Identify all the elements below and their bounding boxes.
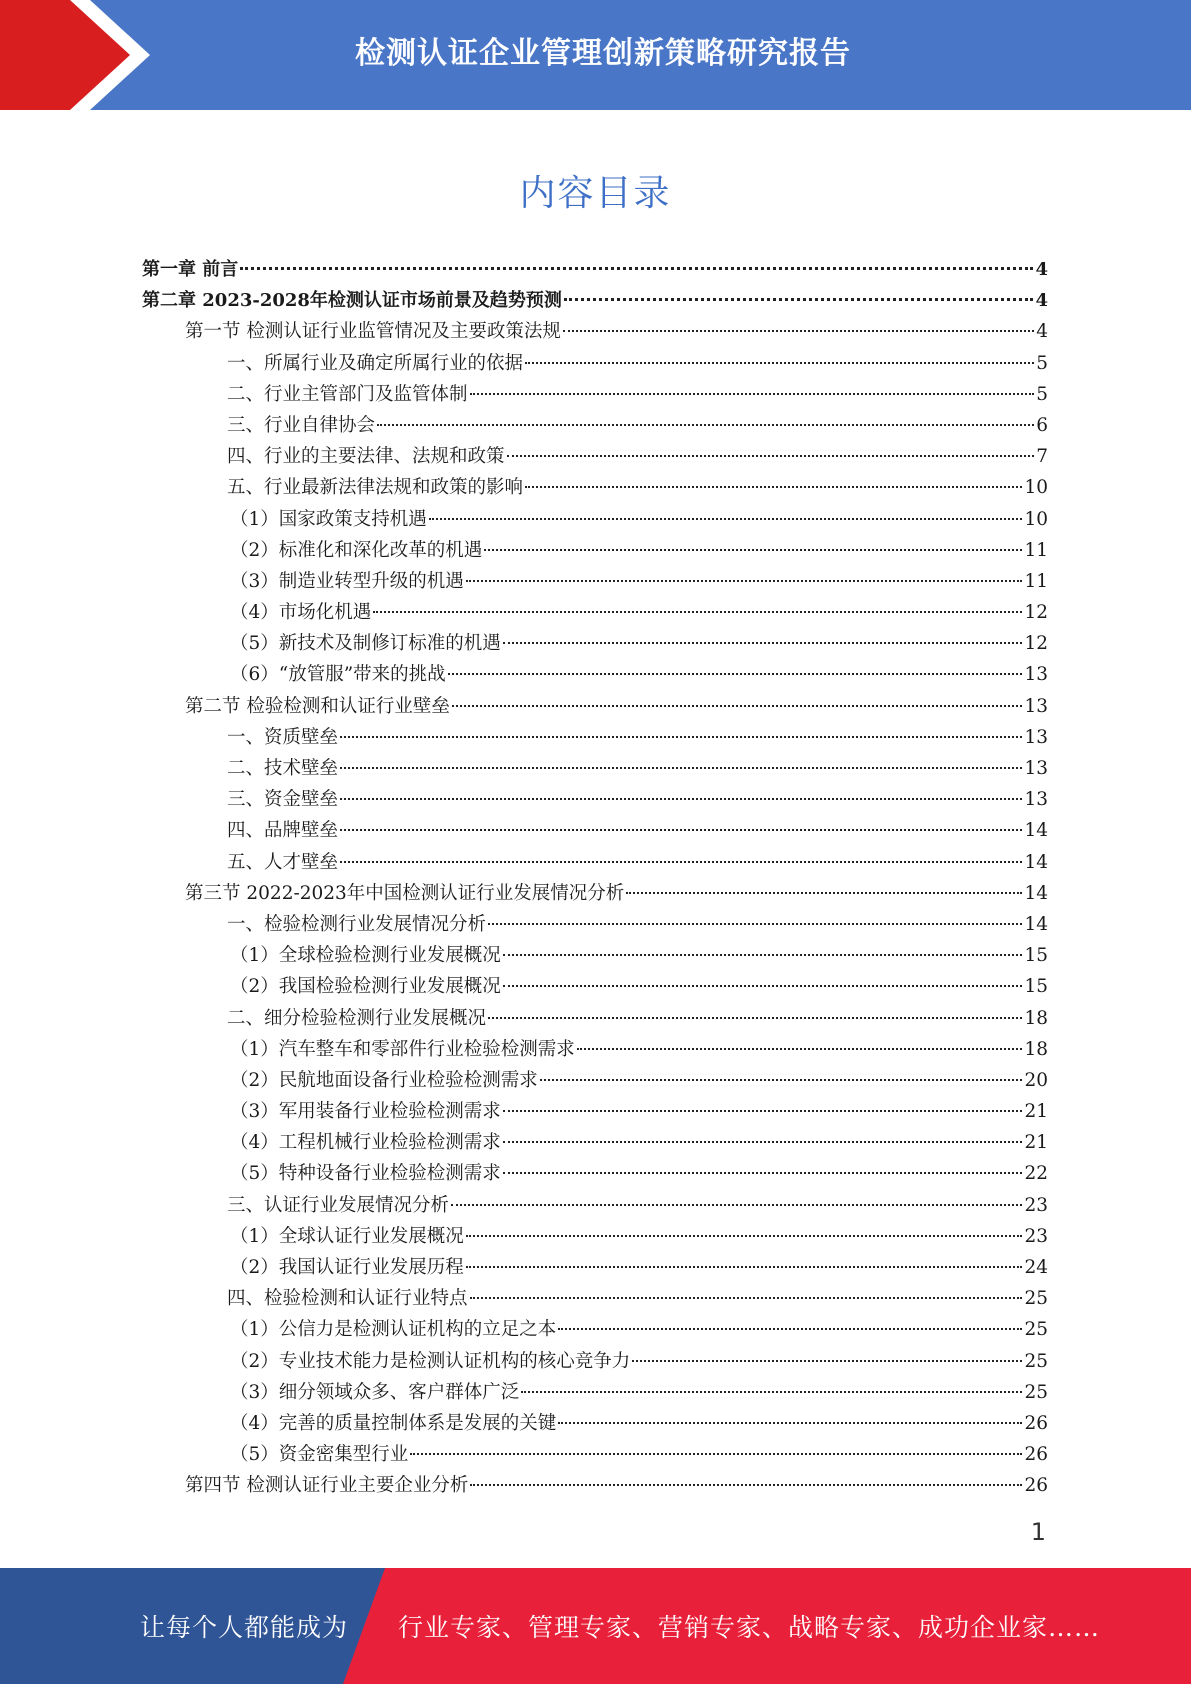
toc-entry-title: （2）民航地面设备行业检验检测需求: [230, 1069, 538, 1091]
toc-entry-title: （3）细分领域众多、客户群体广泛: [230, 1381, 520, 1403]
toc-entry-page: 15: [1024, 976, 1048, 998]
toc-dot-leader: [340, 767, 1022, 769]
toc-entry[interactable]: [142, 1127, 1048, 1158]
toc-entry[interactable]: [142, 410, 1048, 441]
toc-entry[interactable]: [142, 1346, 1048, 1377]
toc-entry-title: 二、细分检验检测行业发展概况: [227, 1007, 487, 1029]
toc-entry[interactable]: [142, 1034, 1048, 1065]
toc-entry-page: 14: [1024, 882, 1048, 904]
toc-entry[interactable]: [142, 659, 1048, 690]
toc-entry[interactable]: [142, 597, 1048, 628]
toc-dot-leader: [503, 954, 1023, 956]
toc-entry-page: 26: [1024, 1412, 1048, 1434]
toc-entry[interactable]: [142, 847, 1048, 878]
toc-entry[interactable]: [142, 878, 1048, 909]
toc-entry[interactable]: [142, 1439, 1048, 1470]
toc-entry-title: 二、行业主管部门及监管体制: [227, 383, 468, 405]
toc-entry-page: 26: [1024, 1475, 1048, 1497]
toc-entry[interactable]: [142, 784, 1048, 815]
toc-dot-leader: [525, 486, 1022, 488]
toc-entry-title: （3）军用装备行业检验检测需求: [230, 1101, 501, 1123]
toc-entry[interactable]: [142, 1003, 1048, 1034]
footer-banner: [0, 1568, 1191, 1684]
toc-dot-leader: [452, 705, 1023, 707]
toc-entry-page: 13: [1024, 664, 1048, 686]
toc-entry-title: （6）“放管服”带来的挑战: [230, 664, 446, 686]
toc-entry-title: （5）新技术及制修订标准的机遇: [230, 633, 501, 655]
toc-entry-title: （1）全球认证行业发展概况: [230, 1225, 464, 1247]
toc-entry[interactable]: [142, 1096, 1048, 1127]
toc-entry-title: （2）标准化和深化改革的机遇: [230, 539, 483, 561]
toc-dot-leader: [240, 267, 1033, 270]
toc-entry-page: 21: [1024, 1101, 1048, 1123]
toc-entry-page: 4: [1035, 290, 1048, 312]
toc-entry[interactable]: [142, 1158, 1048, 1189]
toc-entry-title: （5）特种设备行业检验检测需求: [230, 1163, 501, 1185]
toc-dot-leader: [340, 861, 1022, 863]
toc-entry[interactable]: [142, 722, 1048, 753]
toc-entry-title: 第三节 2022-2023年中国检测认证行业发展情况分析: [185, 882, 625, 904]
toc-entry-title: 二、技术壁垒: [227, 758, 339, 779]
toc-dot-leader: [503, 1172, 1023, 1174]
toc-entry-page: 15: [1024, 945, 1048, 967]
toc-entry-title: 一、资质壁垒: [227, 726, 339, 748]
toc-entry[interactable]: [142, 535, 1048, 566]
toc-dot-leader: [429, 518, 1023, 520]
toc-entry-title: （4）完善的质量控制体系是发展的关键: [230, 1412, 557, 1434]
toc-dot-leader: [525, 362, 1034, 364]
toc-entry[interactable]: [142, 753, 1048, 784]
toc-entry[interactable]: [142, 971, 1048, 1002]
toc-entry-page: 20: [1024, 1069, 1048, 1091]
toc-entry[interactable]: [142, 1377, 1048, 1408]
report-title: 检测认证企业管理创新策略研究报告: [355, 36, 851, 71]
toc-dot-leader: [466, 1266, 1023, 1268]
toc-entry-title: （2）专业技术能力是检测认证机构的核心竞争力: [230, 1350, 631, 1372]
toc-entry-page: 12: [1024, 633, 1048, 655]
toc-entry[interactable]: [142, 441, 1048, 472]
toc-entry[interactable]: [142, 1190, 1048, 1221]
header-banner: [0, 0, 1191, 110]
toc-entry-title: （1）汽车整车和零部件行业检验检测需求: [230, 1038, 575, 1060]
toc-entry[interactable]: [142, 1314, 1048, 1345]
toc-entry-title: 一、检验检测行业发展情况分析: [227, 913, 487, 935]
toc-entry[interactable]: [142, 1470, 1048, 1501]
toc-entry[interactable]: [142, 940, 1048, 971]
toc-entry-title: （4）市场化机遇: [230, 602, 372, 624]
toc-entry-title: 第一章 前言: [142, 259, 239, 280]
toc-dot-leader: [558, 1328, 1022, 1330]
toc-dot-leader: [340, 829, 1022, 831]
toc-entry-page: 26: [1024, 1444, 1048, 1466]
toc-dot-leader: [340, 798, 1022, 800]
toc-entry-title: 四、品牌壁垒: [227, 820, 339, 842]
toc-entry[interactable]: [142, 504, 1048, 535]
toc-entry-page: 23: [1024, 1194, 1048, 1216]
toc-entry[interactable]: [142, 1252, 1048, 1283]
toc-entry-page: 4: [1036, 321, 1048, 343]
toc-dot-leader: [577, 1048, 1023, 1050]
toc-entry-title: 第一节 检测认证行业监管情况及主要政策法规: [185, 321, 561, 343]
toc-entry-page: 18: [1024, 1038, 1048, 1060]
toc-dot-leader: [563, 330, 1034, 332]
toc-entry[interactable]: [142, 1221, 1048, 1252]
toc-entry[interactable]: [142, 1283, 1048, 1314]
toc-entry-page: 25: [1024, 1381, 1048, 1403]
toc-entry-title: 五、行业最新法律法规和政策的影响: [227, 477, 524, 499]
toc-entry-page: 7: [1036, 446, 1048, 468]
toc-entry-title: （1）国家政策支持机遇: [230, 508, 427, 530]
toc-entry-title: （1）全球检验检测行业发展概况: [230, 945, 501, 967]
table-of-contents: [142, 254, 1048, 1502]
page-number: 1: [1030, 1518, 1046, 1546]
toc-entry-title: 四、检验检测和认证行业特点: [227, 1288, 468, 1310]
toc-entry[interactable]: [142, 348, 1048, 379]
toc-dot-leader: [632, 1360, 1022, 1362]
toc-entry-title: （4）工程机械行业检验检测需求: [230, 1132, 501, 1154]
toc-dot-leader: [503, 985, 1023, 987]
toc-dot-leader: [448, 673, 1023, 675]
toc-dot-leader: [484, 549, 1022, 551]
toc-dot-leader: [488, 1017, 1022, 1019]
toc-dot-leader: [488, 923, 1022, 925]
toc-entry-page: 12: [1024, 602, 1048, 624]
toc-entry-title: （2）我国检验检测行业发展概况: [230, 976, 501, 998]
footer-slogan-right: 行业专家、管理专家、营销专家、战略专家、成功企业家……: [398, 1613, 1101, 1642]
toc-entry[interactable]: [142, 815, 1048, 846]
toc-entry[interactable]: [142, 379, 1048, 410]
footer-slogan-left: 让每个人都能成为: [140, 1613, 349, 1642]
toc-entry-title: （1）公信力是检测认证机构的立足之本: [230, 1319, 557, 1341]
toc-entry-title: 四、行业的主要法律、法规和政策: [227, 446, 505, 468]
toc-entry-page: 4: [1035, 259, 1048, 280]
toc-dot-leader: [377, 424, 1034, 426]
toc-entry[interactable]: [142, 285, 1048, 316]
toc-entry-page: 13: [1024, 726, 1048, 748]
toc-entry-title: （5）资金密集型行业: [230, 1444, 409, 1466]
toc-entry-page: 23: [1024, 1225, 1048, 1247]
toc-dot-leader: [470, 1484, 1022, 1486]
toc-dot-leader: [503, 642, 1023, 644]
toc-entry-title: 一、所属行业及确定所属行业的依据: [227, 352, 524, 374]
toc-entry-title: 第二节 检验检测和认证行业壁垒: [185, 695, 450, 717]
toc-entry-page: 11: [1024, 539, 1048, 561]
toc-dot-leader: [626, 892, 1022, 894]
toc-dot-leader: [521, 1391, 1022, 1393]
toc-entry[interactable]: [142, 1408, 1048, 1439]
toc-entry-page: 25: [1024, 1288, 1048, 1310]
toc-entry-page: 22: [1024, 1163, 1048, 1185]
toc-entry-page: 5: [1036, 352, 1048, 374]
toc-dot-leader: [503, 1141, 1023, 1143]
toc-entry-page: 10: [1024, 477, 1048, 499]
toc-dot-leader: [466, 580, 1023, 582]
toc-entry-page: 18: [1024, 1007, 1048, 1029]
toc-entry-page: 21: [1024, 1132, 1048, 1154]
toc-dot-leader: [507, 455, 1035, 457]
toc-entry-page: 5: [1036, 383, 1048, 405]
toc-entry[interactable]: [142, 628, 1048, 659]
toc-entry-page: 10: [1024, 508, 1048, 530]
toc-entry-title: 五、人才壁垒: [227, 851, 339, 873]
toc-entry-page: 14: [1024, 820, 1048, 842]
toc-entry[interactable]: [142, 254, 1048, 285]
toc-entry-title: 三、资金壁垒: [227, 789, 339, 811]
toc-entry-page: 6: [1036, 414, 1048, 436]
toc-entry-title: 第二章 2023-2028年检测认证市场前景及趋势预测: [142, 290, 562, 312]
toc-entry[interactable]: [142, 1065, 1048, 1096]
toc-heading: 内容目录: [519, 173, 672, 214]
toc-entry-page: 13: [1024, 758, 1048, 779]
toc-entry-title: 三、行业自律协会: [227, 414, 376, 436]
toc-entry-title: 三、认证行业发展情况分析: [227, 1194, 450, 1216]
toc-entry-page: 24: [1024, 1257, 1048, 1278]
toc-dot-leader: [451, 1204, 1022, 1206]
toc-entry-page: 13: [1024, 695, 1048, 717]
toc-entry[interactable]: [142, 909, 1048, 940]
toc-dot-leader: [558, 1422, 1022, 1424]
toc-entry[interactable]: [142, 316, 1048, 347]
toc-dot-leader: [466, 1235, 1023, 1237]
toc-dot-leader: [470, 1297, 1023, 1299]
toc-entry-title: （2）我国认证行业发展历程: [230, 1257, 464, 1278]
toc-entry-page: 25: [1024, 1350, 1048, 1372]
toc-entry-title: （3）制造业转型升级的机遇: [230, 570, 464, 592]
toc-dot-leader: [564, 298, 1034, 301]
toc-dot-leader: [373, 611, 1022, 613]
toc-entry-page: 11: [1024, 570, 1048, 592]
toc-entry-page: 14: [1024, 851, 1048, 873]
toc-dot-leader: [503, 1110, 1023, 1112]
toc-entry[interactable]: [142, 566, 1048, 597]
toc-entry-page: 13: [1024, 789, 1048, 811]
toc-dot-leader: [470, 393, 1035, 395]
toc-entry[interactable]: [142, 472, 1048, 503]
toc-dot-leader: [540, 1079, 1023, 1081]
toc-dot-leader: [410, 1453, 1022, 1455]
toc-entry-page: 25: [1024, 1319, 1048, 1341]
toc-entry-title: 第四节 检测认证行业主要企业分析: [185, 1475, 469, 1497]
toc-entry-page: 14: [1024, 913, 1048, 935]
toc-entry[interactable]: [142, 691, 1048, 722]
toc-dot-leader: [340, 736, 1022, 738]
